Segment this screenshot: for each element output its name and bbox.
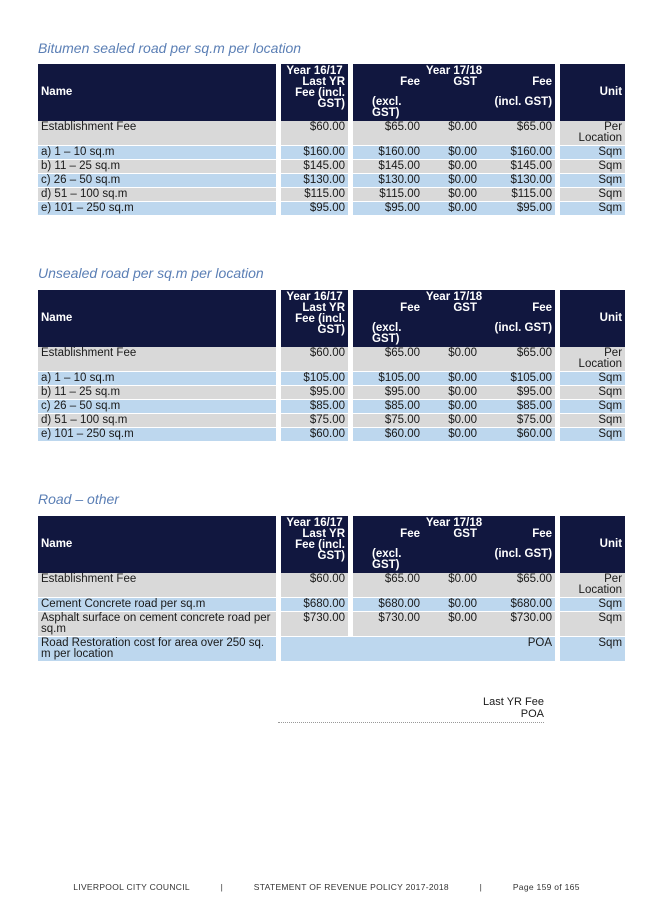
cell-fee-incl: $65.00 [480, 573, 555, 598]
cell-fee-incl: $115.00 [480, 188, 555, 202]
table-row [38, 202, 625, 216]
cell-fee-excl: $95.00 [353, 202, 423, 216]
table-row [38, 612, 625, 637]
last-yr-fee-note [278, 696, 544, 723]
cell-name: c) 26 – 50 sq.m [38, 174, 276, 188]
fee-table [38, 290, 625, 442]
table-row [38, 573, 625, 598]
cell-name: e) 101 – 250 sq.m [38, 428, 276, 442]
cell-name: d) 51 – 100 sq.m [38, 414, 276, 428]
header-fee-label: Fee [400, 302, 420, 314]
header-year-prev: Year 16/17 [281, 64, 348, 77]
cell-gst: $0.00 [423, 372, 480, 386]
cell-last-yr-fee: $730.00 [281, 612, 348, 637]
table-body [38, 573, 625, 662]
cell-gst: $0.00 [423, 188, 480, 202]
cell-name: Asphalt surface on cement concrete road per sq.m [38, 612, 276, 637]
cell-last-yr-fee: $130.00 [281, 174, 348, 188]
cell-fee-excl: $85.00 [353, 400, 423, 414]
cell-fee-incl: $85.00 [480, 400, 555, 414]
table-body [38, 121, 625, 216]
cell-unit: Per Location [560, 121, 625, 146]
cell-gst: $0.00 [423, 121, 480, 146]
header-unit: Unit [560, 516, 625, 573]
cell-last-yr-fee: $85.00 [281, 400, 348, 414]
header-fee-incl [480, 529, 555, 573]
header-year-prev: Year 16/17 [281, 516, 348, 529]
table-row [38, 414, 625, 428]
cell-name: Cement Concrete road per sq.m [38, 598, 276, 612]
table-row [38, 160, 625, 174]
header-fee-excl [353, 303, 423, 347]
cell-unit: Sqm [560, 188, 625, 202]
table-header [38, 290, 625, 347]
header-fee-excl [353, 77, 423, 121]
table-row [38, 400, 625, 414]
cell-fee-excl: $95.00 [353, 386, 423, 400]
header-last-yr-fee: Last YR Fee (incl. GST) [281, 529, 348, 573]
cell-name: Establishment Fee [38, 573, 276, 598]
cell-last-yr-fee: $75.00 [281, 414, 348, 428]
cell-last-yr-fee: $60.00 [281, 347, 348, 372]
fee-table [38, 516, 625, 662]
header-incl-gst: (incl. GST) [494, 96, 553, 108]
table-row [38, 188, 625, 202]
cell-name: Establishment Fee [38, 121, 276, 146]
cell-fee-incl: $75.00 [480, 414, 555, 428]
header-year-curr: Year 17/18 [353, 516, 555, 529]
cell-name: c) 26 – 50 sq.m [38, 400, 276, 414]
table-row [38, 372, 625, 386]
cell-fee-excl: $145.00 [353, 160, 423, 174]
cell-fee-incl: $730.00 [480, 612, 555, 637]
cell-fee-incl: $680.00 [480, 598, 555, 612]
cell-fee-incl: $160.00 [480, 146, 555, 160]
table-header [38, 64, 625, 121]
header-name: Name [38, 516, 276, 573]
footer-page-number: Page 159 of 165 [512, 882, 580, 892]
cell-fee-excl: $730.00 [353, 612, 423, 637]
table-row [38, 121, 625, 146]
header-fee-incl [480, 303, 555, 347]
cell-name: b) 11 – 25 sq.m [38, 160, 276, 174]
cell-fee-incl: $65.00 [480, 121, 555, 146]
cell-fee-excl: $130.00 [353, 174, 423, 188]
footer-doc-title: STATEMENT OF REVENUE POLICY 2017-2018 [253, 882, 449, 892]
header-last-yr-fee: Last YR Fee (incl. GST) [281, 77, 348, 121]
cell-unit: Sqm [560, 414, 625, 428]
cell-name: d) 51 – 100 sq.m [38, 188, 276, 202]
header-fee-label: Fee [400, 528, 420, 540]
cell-unit: Sqm [560, 160, 625, 174]
table-row [38, 637, 625, 662]
cell-gst: $0.00 [423, 202, 480, 216]
section-title: Road – other [38, 491, 119, 507]
cell-gst: $0.00 [423, 414, 480, 428]
cell-gst: $0.00 [423, 174, 480, 188]
cell-last-yr-fee: $680.00 [281, 598, 348, 612]
cell-fee-incl: $130.00 [480, 174, 555, 188]
table-row [38, 428, 625, 442]
cell-unit: Sqm [560, 372, 625, 386]
cell-gst: $0.00 [423, 146, 480, 160]
table-row [38, 174, 625, 188]
header-year-prev: Year 16/17 [281, 290, 348, 303]
cell-fee-excl: $60.00 [353, 428, 423, 442]
cell-fee-incl: $95.00 [480, 386, 555, 400]
cell-fee-incl: $145.00 [480, 160, 555, 174]
table-row [38, 598, 625, 612]
footer-org: LIVERPOOL CITY COUNCIL [73, 882, 190, 892]
header-year-curr: Year 17/18 [353, 290, 555, 303]
table-row [38, 386, 625, 400]
cell-name: a) 1 – 10 sq.m [38, 372, 276, 386]
header-gst: GST [423, 303, 480, 347]
table-body [38, 347, 625, 442]
cell-fee-excl: $105.00 [353, 372, 423, 386]
header-gst: GST [423, 529, 480, 573]
cell-poa: POA [281, 637, 555, 662]
cell-last-yr-fee: $145.00 [281, 160, 348, 174]
cell-fee-excl: $115.00 [353, 188, 423, 202]
header-excl-gst: (excl. GST) [372, 96, 402, 119]
header-fee-incl [480, 77, 555, 121]
cell-fee-excl: $680.00 [353, 598, 423, 612]
cell-last-yr-fee: $60.00 [281, 121, 348, 146]
cell-gst: $0.00 [423, 386, 480, 400]
header-excl-gst: (excl. GST) [372, 322, 402, 345]
cell-last-yr-fee: $95.00 [281, 386, 348, 400]
table-header [38, 516, 625, 573]
cell-unit: Sqm [560, 386, 625, 400]
cell-gst: $0.00 [423, 612, 480, 637]
cell-unit: Sqm [560, 612, 625, 637]
cell-fee-incl: $95.00 [480, 202, 555, 216]
header-unit: Unit [560, 64, 625, 121]
cell-fee-excl: $75.00 [353, 414, 423, 428]
cell-last-yr-fee: $60.00 [281, 573, 348, 598]
cell-gst: $0.00 [423, 347, 480, 372]
cell-name: Establishment Fee [38, 347, 276, 372]
table-row [38, 347, 625, 372]
cell-last-yr-fee: $95.00 [281, 202, 348, 216]
header-unit: Unit [560, 290, 625, 347]
footer-separator: | [479, 882, 483, 892]
cell-unit: Sqm [560, 400, 625, 414]
cell-unit: Per Location [560, 347, 625, 372]
header-fee-label: Fee [532, 528, 553, 540]
note-label: Last YR Fee [483, 696, 544, 708]
header-incl-gst: (incl. GST) [494, 322, 553, 334]
cell-fee-incl: $65.00 [480, 347, 555, 372]
cell-unit: Sqm [560, 202, 625, 216]
header-last-yr-fee: Last YR Fee (incl. GST) [281, 303, 348, 347]
header-fee-label: Fee [532, 302, 553, 314]
cell-last-yr-fee: $160.00 [281, 146, 348, 160]
section-title: Bitumen sealed road per sq.m per location [38, 40, 302, 56]
fee-table [38, 64, 625, 216]
header-fee-label: Fee [400, 76, 420, 88]
header-fee-excl [353, 529, 423, 573]
cell-name: a) 1 – 10 sq.m [38, 146, 276, 160]
cell-unit: Sqm [560, 637, 625, 662]
cell-name: Road Restoration cost for area over 250 sq. m per location [38, 637, 276, 662]
cell-unit: Sqm [560, 146, 625, 160]
header-fee-label: Fee [532, 76, 553, 88]
cell-fee-excl: $65.00 [353, 573, 423, 598]
header-year-curr: Year 17/18 [353, 64, 555, 77]
page-footer [0, 882, 653, 892]
cell-gst: $0.00 [423, 573, 480, 598]
cell-gst: $0.00 [423, 428, 480, 442]
cell-fee-excl: $65.00 [353, 347, 423, 372]
header-gst: GST [423, 77, 480, 121]
cell-fee-excl: $160.00 [353, 146, 423, 160]
cell-unit: Sqm [560, 598, 625, 612]
cell-fee-incl: $105.00 [480, 372, 555, 386]
cell-fee-excl: $65.00 [353, 121, 423, 146]
header-name: Name [38, 64, 276, 121]
cell-gst: $0.00 [423, 400, 480, 414]
cell-last-yr-fee: $60.00 [281, 428, 348, 442]
section-title: Unsealed road per sq.m per location [38, 265, 264, 281]
cell-unit: Sqm [560, 174, 625, 188]
cell-gst: $0.00 [423, 160, 480, 174]
note-value: POA [520, 708, 544, 720]
footer-separator: | [220, 882, 224, 892]
cell-last-yr-fee: $105.00 [281, 372, 348, 386]
cell-fee-incl: $60.00 [480, 428, 555, 442]
header-excl-gst: (excl. GST) [372, 548, 402, 571]
table-row [38, 146, 625, 160]
cell-gst: $0.00 [423, 598, 480, 612]
cell-name: e) 101 – 250 sq.m [38, 202, 276, 216]
header-name: Name [38, 290, 276, 347]
cell-unit: Per Location [560, 573, 625, 598]
header-incl-gst: (incl. GST) [494, 548, 553, 560]
cell-last-yr-fee: $115.00 [281, 188, 348, 202]
cell-name: b) 11 – 25 sq.m [38, 386, 276, 400]
cell-unit: Sqm [560, 428, 625, 442]
